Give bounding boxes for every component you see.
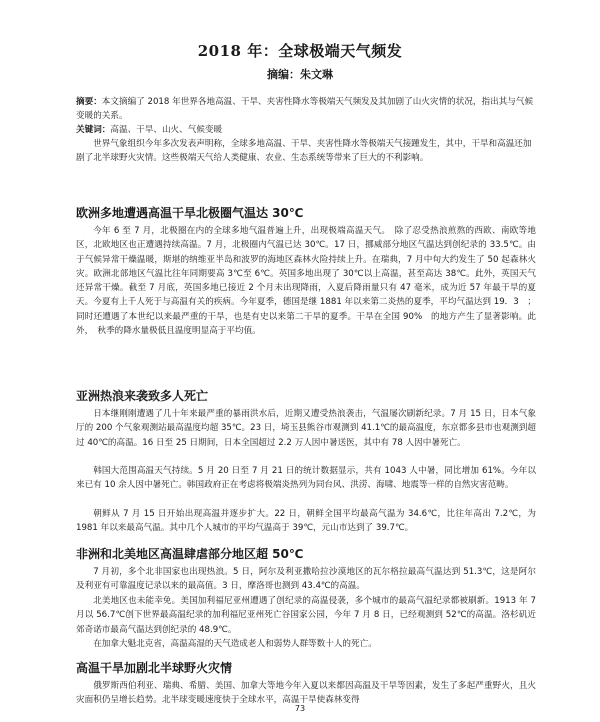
section-paragraph: 日本继刚刚遭遇了几十年来最严重的暴雨洪水后，近期又遭受热浪袭击，气温屡次刷新纪录。7 月 15 日，日本气象厅的 200 个气象观测站最高温度均超 35℃。23 日，埼玉县熊谷市观测到 41.1℃的最高温度，东京都多县市也观测到超过 40℃的高温。16 日至 25 日期间，日本全国超过 2.2 万人因中暑送医，其中有 78 人因中暑死亡。 (76, 409, 536, 448)
section-heading-wildfire: 高温干旱加剧北半球野火灾情 (76, 661, 233, 675)
abstract-text: 本文摘编了 2018 年世界各地高温、干旱、夹害性降水等极端天气频发及其加剧了山火灾情的状况，指出其与气候变暖的关系。 (76, 97, 534, 121)
section-paragraph: 北美地区也未能幸免。美国加利福尼亚州遭遇了创纪录的高温侵袭，多个城市的最高气温纪录都被刷新。1913 年 7 月以 56.7℃创下世界最高温纪录的加利福尼亚州死亡谷国家公园，今年 7 月 8 日，已经观测到 52℃的高温。洛杉矶近郊奇诺市最高气温达到创纪录的 48.9℃。 (76, 596, 536, 635)
abstract-label: 摘要： (76, 97, 102, 107)
article-title: 2018 年：全球极端天气频发 (197, 42, 403, 60)
abstract-block (76, 95, 536, 165)
keywords-text: 高温、干旱、山火、气候变暖 (110, 125, 223, 135)
section-heading-asia: 亚洲热浪来袭致多人死亡 (76, 389, 209, 403)
keywords-label: 关键词： (76, 125, 111, 135)
page-number: 73 (294, 704, 306, 713)
intro-paragraph: 世界气象组织今年多次发表声明称，全球多地高温、干旱、夹害性降水等极端天气接踵发生，其中，干旱和高温还加剧了北半球野火灾情。这些极端天气给人类健康、农业、生态系统等带来了巨大的不利影响。 (76, 139, 532, 163)
section-heading-europe: 欧洲多地遭遇高温干旱北极圈气温达 30℃ (76, 206, 304, 220)
article-author: 摘编：朱文琳 (267, 68, 333, 81)
section-paragraph: 7 月初，多个北非国家也出现热浪。5 日，阿尔及利亚撒哈拉沙漠地区的瓦尔格拉最高气温达到 51.3℃，这是阿尔及利亚有可靠温度记录以来的最高值。3 日，摩洛哥也测到 43.4℃的高温。 (76, 567, 536, 592)
section-paragraph: 俄罗斯西伯利亚、瑞典、希腊、美国、加拿大等地今年入夏以来都因高温及干旱等因素，发生了多起严重野火，且火灾面积仍呈增长趋势。北半球变暖速度快于全球水平，高温干旱使森林变得 (76, 681, 536, 706)
section-heading-africa-na: 非洲和北美地区高温肆虐部分地区超 50℃ (76, 547, 304, 561)
abstract-line (76, 95, 536, 123)
section-paragraph: 韩国大范围高温天气持续。5 月 20 日至 7 月 21 日的统计数据显示，共有 1043 人中暑，同比增加 61%。今年以来已有 10 余人因中暑死亡。韩国政府正在考虑将极端炎热列为同台风、洪涝、海啸、地震等一样的自然灾害范畴。 (76, 466, 536, 491)
keywords-line (76, 123, 536, 137)
section-paragraph: 朝鲜从 7 月 15 日开始出现高温并逐步扩大。22 日，朝鲜全国平均最高气温为 34.6℃，比往年高出 7.2℃，为 1981 年以来最高气温。其中几个人城市的平均气温高于 39℃，元山市达到了 39.7℃。 (76, 509, 536, 534)
section-paragraph: 今年 6 至 7 月，北极圈在内的全球多地气温普遍上升，出现极端高温天气。 除了忍受热浪煎熬的西欧、南欧等地区，北欧地区也正遭遇持续高温。7 月，北极圈内气温已达 30℃。17 日，挪威部分地区气温达到创纪录的 33.5℃。由于气候异常干燥温暖，斯堪的纳维亚半岛和波罗的海地区森林火险持续上升。在瑞典，7 月中旬大约发生了 50 起森林火灾。欧洲北部地区气温比往年同期要高 3℃至 6℃。英国多地出现了 30℃以上高温，甚至高达 38℃。此外，英国天气还异常干燥。截至 7 月底，英国多地已接近 2 个月未出现降雨，入夏后降雨量只有 47 毫米，成为近 57 年最干旱的夏天。今夏有上千人死于与高温有关的疾病。今年夏季，德国是继 1881 年以来第二炎热的夏季，平均气温达到 19．3 ；同时还遭遇了本世纪以来最严重的干旱，也是有史以来第二干旱的夏季。干旱在全国 90% 的地方产生了显著影响。此外， 秋季的降水量极低且温度明显高于平均值。 (76, 226, 536, 337)
section-paragraph: 在加拿大魁北克省，高温高湿的天气造成老人和弱势人群等数十人的死亡。 (93, 639, 377, 649)
